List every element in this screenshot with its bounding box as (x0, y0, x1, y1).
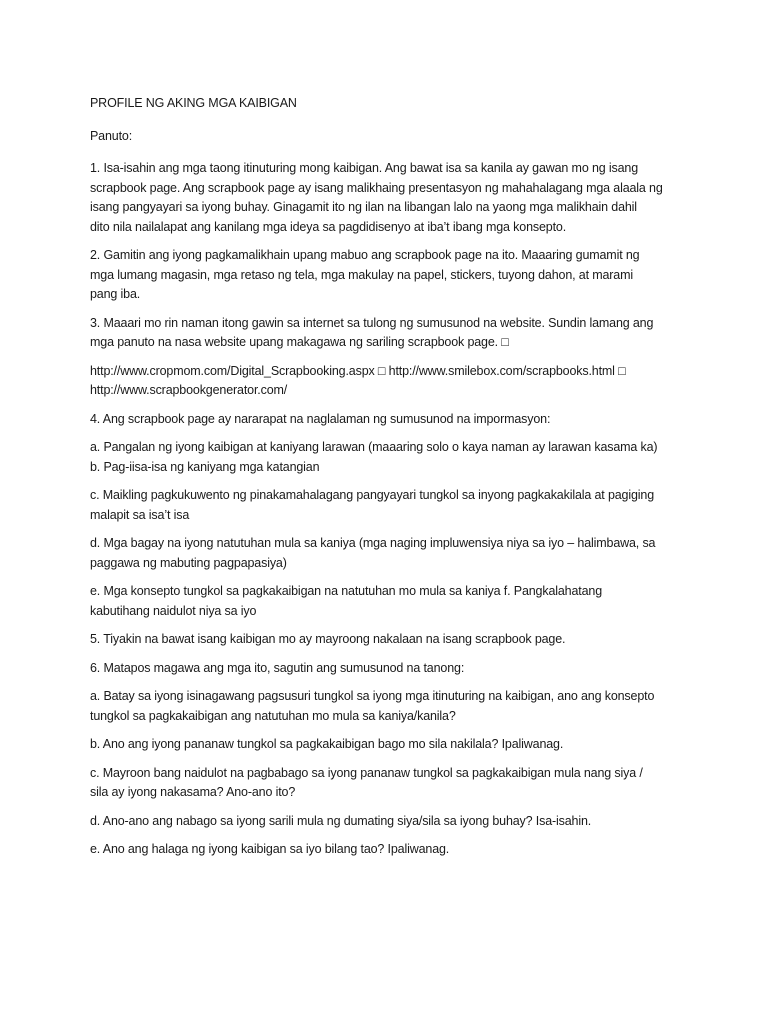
paragraph-line: mga lumang magasin, mga retaso ng tela, mga makulay na papel, stickers, tuyong dahon, at marami (90, 267, 633, 282)
paragraph-line: isang pangyayari sa iyong buhay. Ginagamit ito ng ilan na libangan lalo na yaong mga malikhain dahil (90, 200, 637, 214)
paragraph-line: c. Mayroon bang naidulot na pagbabago sa iyong pananaw tungkol sa pagkakaibigan mula nang siya / (90, 765, 643, 780)
paragraph-line: tungkol sa pagkakaibigan ang natutuhan mo mula sa kaniya/kanila? (90, 708, 456, 723)
paragraph (90, 362, 690, 401)
paragraph-line: 2. Gamitin ang iyong pagkamalikhain upang mabuo ang scrapbook page na ito. Maaaring gumamit ng (90, 248, 640, 262)
paragraph-line: paggawa ng mabuting pagpapasiya) (90, 555, 287, 570)
paragraph-line: malapit sa isa’t isa (90, 507, 190, 522)
paragraph-line: a. Batay sa iyong isinagawang pagsusuri tungkol sa iyong mga itinuturing na kaibigan, ano ang konsepto (90, 689, 655, 703)
paragraph-line: 3. Maaari mo rin naman itong gawin sa internet sa tulong ng sumusunod na website. Sundin lamang ang (90, 315, 654, 330)
paragraph (90, 687, 690, 726)
paragraph-line: http://www.cropmom.com/Digital_Scrapbooking.aspx □ http://www.smilebox.com/scrapbooks.html □ (90, 363, 626, 378)
paragraph (90, 812, 690, 832)
paragraph (90, 840, 690, 860)
paragraph-line: 6. Matapos magawa ang mga ito, sagutin ang sumusunod na tanong: (90, 660, 465, 675)
paragraph-line: pang iba. (90, 287, 141, 301)
paragraph-line: mga panuto na nasa website upang makagawa ng sariling scrapbook page. □ (90, 335, 509, 349)
paragraph-line: e. Mga konsepto tungkol sa pagkakaibigan na natutuhan mo mula sa kaniya f. Pangkalahatang (90, 584, 603, 598)
paragraph (90, 582, 690, 621)
paragraph-line: 1. Isa-isahin ang mga taong itinuturing mong kaibigan. Ang bawat isa sa kanila ay gawan mo ng isang (90, 161, 639, 175)
paragraph-line: http://www.scrapbookgenerator.com/ (90, 383, 288, 397)
paragraph (90, 659, 690, 679)
paragraph-line: kabutihang naidulot niya sa iyo (90, 603, 257, 618)
instructions-label: Panuto: (90, 128, 133, 143)
paragraph-line: d. Ano-ano ang nabago sa iyong sarili mula ng dumating siya/sila sa iyong buhay? Isa-isahin. (90, 813, 592, 828)
paragraph-line: d. Mga bagay na iyong natutuhan mula sa kaniya (mga naging impluwensiya niya sa iyo – halimbawa, sa (90, 536, 656, 550)
paragraph (90, 246, 690, 305)
document-page (90, 94, 690, 869)
paragraph-line: sila ay iyong nakasama? Ano-ano ito? (90, 785, 296, 799)
instructions-body (90, 159, 690, 860)
paragraph-line: b. Ano ang iyong pananaw tungkol sa pagkakaibigan bago mo sila nakilala? Ipaliwanag. (90, 737, 564, 751)
paragraph-line: 4. Ang scrapbook page ay nararapat na naglalaman ng sumusunod na impormasyon: (90, 411, 551, 426)
paragraph (90, 410, 690, 430)
paragraph-line: c. Maikling pagkukuwento ng pinakamahalagang pangyayari tungkol sa inyong pagkakakilala at pagiging (90, 488, 655, 502)
paragraph-line: b. Pag-iisa-isa ng kaniyang mga katangian (90, 459, 320, 474)
paragraph (90, 534, 690, 573)
paragraph (90, 438, 690, 477)
document-title: PROFILE NG AKING MGA KAIBIGAN (90, 96, 297, 110)
paragraph (90, 159, 690, 237)
paragraph (90, 486, 690, 525)
paragraph (90, 764, 690, 803)
paragraph-line: a. Pangalan ng iyong kaibigan at kaniyang larawan (maaaring solo o kaya naman ay larawan kasama ka) (90, 440, 658, 454)
paragraph-line: dito nila nailalapat ang kanilang mga ideya sa pagdidisenyo at iba’t ibang mga konsepto. (90, 219, 567, 234)
paragraph (90, 735, 690, 755)
paragraph (90, 314, 690, 353)
paragraph-line: e. Ano ang halaga ng iyong kaibigan sa iyo bilang tao? Ipaliwanag. (90, 842, 450, 856)
paragraph (90, 630, 690, 650)
paragraph-line: 5. Tiyakin na bawat isang kaibigan mo ay mayroong nakalaan na isang scrapbook page. (90, 632, 566, 646)
paragraph-line: scrapbook page. Ang scrapbook page ay isang malikhaing presentasyon ng mahahalagang mga alaala ng (90, 180, 663, 195)
